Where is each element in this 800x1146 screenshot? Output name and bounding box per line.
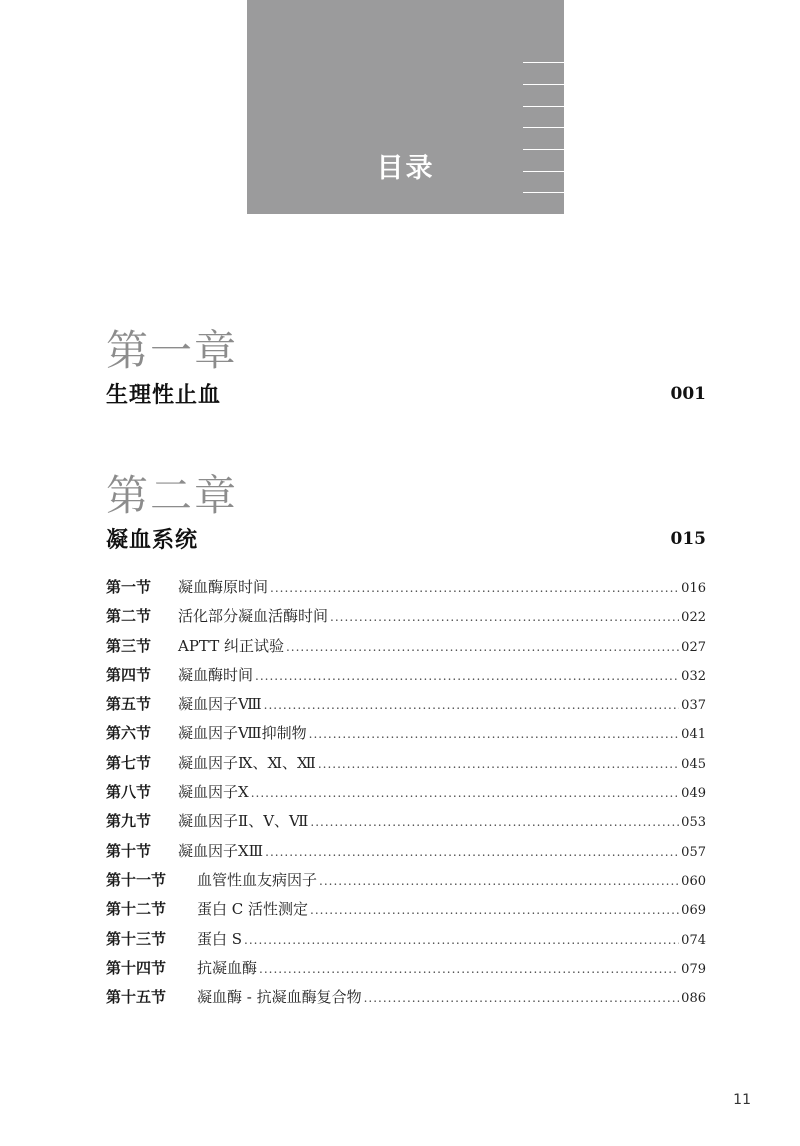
- section-title: 凝血因子Ⅹ: [178, 783, 249, 802]
- section-label: 第十节: [106, 841, 152, 860]
- section-list: [106, 576, 706, 1015]
- dot-leader: [309, 727, 680, 741]
- header-decor-line: [523, 127, 564, 128]
- dot-leader: [264, 698, 680, 712]
- section-page: 041: [681, 727, 706, 743]
- section-label: 第八节: [106, 783, 152, 802]
- section-title: 蛋白 C 活性测定: [197, 900, 309, 919]
- header-decor-line: [523, 192, 564, 193]
- section-label: 第十四节: [106, 958, 167, 977]
- section-title: 血管性血友病因子: [197, 870, 318, 889]
- toc-entry[interactable]: [106, 693, 706, 722]
- section-page: 053: [681, 815, 706, 831]
- dot-leader: [270, 581, 679, 595]
- section-title: 蛋白 S: [197, 929, 243, 948]
- section-page: 074: [681, 932, 706, 948]
- section-title: 凝血因子Ⅱ、Ⅴ、Ⅶ: [178, 812, 309, 831]
- toc-entry[interactable]: [106, 664, 706, 693]
- chapter-1[interactable]: [106, 326, 706, 412]
- toc-entry[interactable]: [106, 810, 706, 839]
- section-label: 第七节: [106, 753, 152, 772]
- section-label: 第九节: [106, 812, 152, 831]
- section-label: 第三节: [106, 636, 152, 655]
- dot-leader: [244, 933, 679, 947]
- section-label: 第二节: [106, 607, 152, 626]
- section-title: 凝血因子Ⅷ: [178, 695, 262, 714]
- toc-entry[interactable]: [106, 605, 706, 634]
- chapter-title: 生理性止血: [106, 383, 222, 408]
- toc-entry[interactable]: [106, 957, 706, 986]
- section-label: 第十三节: [106, 929, 167, 948]
- section-page: 057: [681, 844, 706, 860]
- section-label: 第十二节: [106, 900, 167, 919]
- dot-leader: [286, 640, 679, 654]
- chapter-page: 015: [670, 529, 706, 549]
- dot-leader: [255, 669, 679, 683]
- dot-leader: [265, 845, 679, 859]
- dot-leader: [259, 962, 679, 976]
- section-title: 活化部分凝血活酶时间: [178, 607, 329, 626]
- section-title: 凝血酶原时间: [178, 578, 269, 596]
- toc-title: 目录: [376, 153, 435, 184]
- section-title: 抗凝血酶: [197, 958, 258, 977]
- section-page: 016: [681, 581, 706, 596]
- section-page: 060: [681, 873, 706, 889]
- section-page: 032: [681, 668, 706, 684]
- toc-entry[interactable]: [106, 869, 706, 898]
- header-decor-line: [523, 84, 564, 85]
- chapter-title: 凝血系统: [106, 528, 199, 553]
- toc-entry[interactable]: [106, 928, 706, 957]
- section-page: 069: [681, 903, 706, 919]
- section-title: 凝血因子Ⅷ抑制物: [178, 724, 307, 743]
- dot-leader: [319, 874, 679, 888]
- dot-leader: [318, 757, 679, 771]
- section-title: 凝血酶 - 抗凝血酶复合物: [197, 988, 362, 1007]
- section-label: 第六节: [106, 724, 152, 743]
- header-decor-line: [523, 106, 564, 107]
- chapter-number: 第二章: [106, 471, 239, 520]
- section-page: 079: [681, 961, 706, 977]
- toc-entry[interactable]: [106, 986, 706, 1015]
- section-page: 037: [681, 698, 706, 714]
- section-label: 第一节: [106, 578, 152, 596]
- dot-leader: [310, 815, 679, 829]
- section-page: 027: [681, 639, 706, 655]
- section-label: 第十一节: [106, 870, 167, 889]
- toc-header-box: [247, 0, 564, 214]
- section-page: 045: [681, 756, 706, 772]
- chapter-number: 第一章: [106, 326, 239, 375]
- section-title: APTT 纠正试验: [178, 636, 284, 655]
- dot-leader: [330, 610, 679, 624]
- toc-entry[interactable]: [106, 781, 706, 810]
- page-number: 11: [733, 1092, 751, 1108]
- toc-entry[interactable]: [106, 752, 706, 781]
- toc-entry[interactable]: [106, 840, 706, 869]
- section-title: 凝血酶时间: [178, 665, 254, 684]
- dot-leader: [364, 991, 680, 1005]
- section-page: 049: [681, 786, 706, 802]
- toc-entry[interactable]: [106, 898, 706, 927]
- toc-entry[interactable]: [106, 635, 706, 664]
- section-page: 086: [681, 991, 706, 1007]
- section-title: 凝血因子ⅩⅢ: [178, 841, 264, 860]
- section-title: 凝血因子Ⅸ、Ⅺ、Ⅻ: [178, 753, 316, 772]
- dot-leader: [251, 786, 679, 800]
- section-page: 022: [681, 610, 706, 626]
- dot-leader: [310, 903, 679, 917]
- toc-entry[interactable]: [106, 576, 706, 605]
- chapter-2[interactable]: [106, 471, 706, 557]
- chapter-page: 001: [670, 384, 706, 404]
- section-label: 第五节: [106, 695, 152, 714]
- section-label: 第四节: [106, 665, 152, 684]
- section-label: 第十五节: [106, 988, 167, 1007]
- header-decor-line: [523, 62, 564, 63]
- toc-entry[interactable]: [106, 722, 706, 751]
